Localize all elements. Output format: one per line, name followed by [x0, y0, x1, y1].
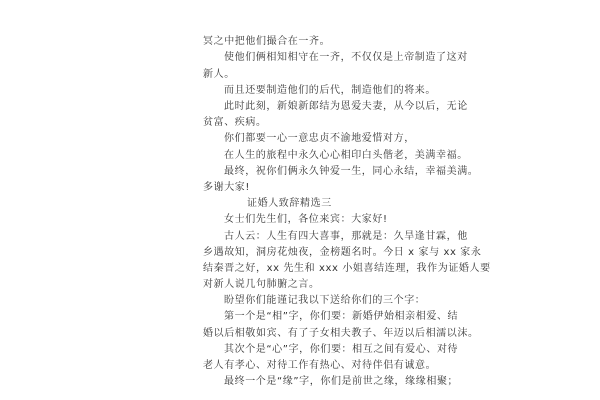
text-line: 老人有孝心、对待工作有热心、对待伴侣有诚意。: [203, 360, 437, 371]
text-line: 你们都要一心一意忠贞不渝地爱惜对方，: [224, 133, 415, 144]
section-title: 证婚人致辞精选三: [247, 198, 332, 209]
text-line: 而且还要制造他们的后代，制造他们的将来。: [224, 85, 436, 96]
text-line: 新人。: [203, 69, 235, 80]
text-line: 最终，祝你们俩永久钟爱一生，同心永结，幸福美满。: [224, 166, 479, 177]
text-line: 乡遇故知，洞房花烛夜，金榜题名时。今日 x 家与 xx 家永: [203, 247, 482, 258]
text-line: 贫富、疾病。: [203, 117, 267, 128]
text-line: 第一个是“相”字，你们要：新婚伊始相亲相爱、结: [224, 311, 459, 322]
text-line: 对新人说几句肺腑之言。: [203, 279, 320, 290]
text-line: 此时此刻，新娘新郎结为恩爱夫妻，从今以后，无论: [224, 101, 468, 112]
text-line: 盼望你们能谨记我以下送给你们的三个字：: [224, 295, 426, 306]
text-line: 其次个是“心”字，你们要：相互之间有爱心、对待: [224, 344, 459, 355]
text-line: 在人生的旅程中永久心心相印白头偕老，美满幸福。: [224, 150, 468, 161]
text-line: 婚以后相敬如宾、有了子女相夫教子、年迈以后相濡以沫。: [203, 328, 479, 339]
text-line: 古人云：人生有四大喜事，那就是：久旱逢甘霖，他: [224, 231, 468, 242]
text-line: 最终一个是“缘”字，你们是前世之缘，缘缘相聚；: [224, 376, 459, 387]
text-line: 使他们俩相知相守在一齐，不仅仅是上帝制造了这对: [224, 52, 468, 63]
text-line: 结秦晋之好，xx 先生和 xxx 小姐喜结连理，我作为证婚人要: [203, 263, 491, 274]
text-line: 冥之中把他们撮合在一齐。: [203, 36, 331, 47]
text-line: 多谢大家!: [203, 182, 251, 193]
text-line: 女士们先生们，各位来宾：大家好!: [224, 214, 388, 225]
